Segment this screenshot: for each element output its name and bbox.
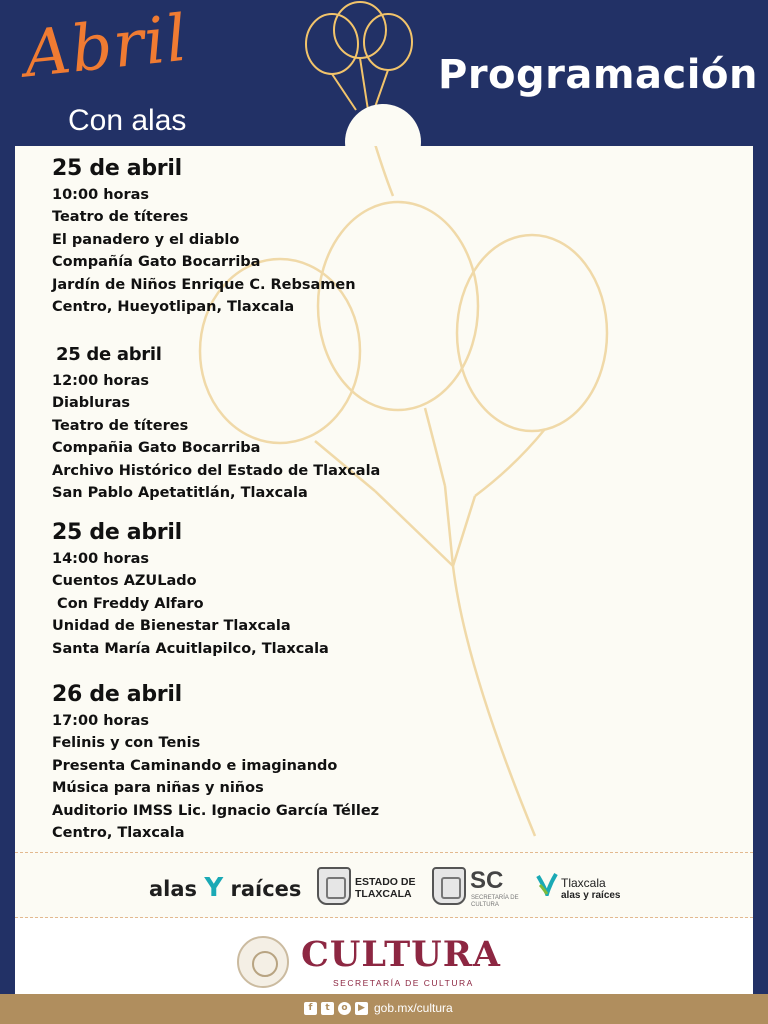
event-time: 14:00 horas — [52, 551, 150, 567]
cultura-band — [15, 918, 753, 994]
event-line: El panadero y el diablo — [52, 231, 240, 248]
event-2 — [52, 340, 380, 504]
alas-y-raices-logo — [149, 873, 301, 903]
national-shield-icon — [237, 936, 289, 988]
sc-label: SC — [470, 867, 504, 894]
tlaxcala-tagline: alas y raíces — [561, 890, 621, 901]
event-line: Felinis y con Tenis — [52, 735, 201, 752]
header — [0, 0, 768, 150]
event-date: 25 de abril — [52, 156, 182, 181]
cultura-subtitle: SECRETARÍA DE CULTURA — [333, 978, 474, 988]
event-line: Archivo Histórico del Estado de Tlaxcala — [52, 462, 381, 479]
event-line: Música para niñas y niños — [52, 780, 264, 797]
event-line: Diabluras — [52, 395, 131, 412]
sc-sub-label: SECRETARÍA DE CULTURA — [471, 895, 519, 908]
event-line: Compañia Gato Bocarriba — [52, 440, 261, 457]
logo-raices-word: raíces — [230, 877, 302, 901]
event-date: 25 de abril — [56, 344, 162, 365]
event-time: 10:00 horas — [52, 187, 150, 203]
event-line: Teatro de títeres — [52, 209, 189, 226]
event-date: 25 de abril — [52, 520, 182, 545]
event-date: 26 de abril — [52, 682, 182, 707]
tlaxcala-seal-icon — [317, 867, 351, 905]
event-line: Santa María Acuitlapilco, Tlaxcala — [52, 640, 329, 657]
youtube-icon[interactable]: ▶ — [355, 1002, 368, 1015]
event-line: Teatro de títeres — [52, 417, 189, 434]
footer-bar — [0, 994, 768, 1024]
event-time: 12:00 horas — [52, 373, 150, 389]
tlaxcala-name: Tlaxcala — [561, 876, 606, 890]
twitter-icon[interactable]: t — [321, 1002, 334, 1015]
estado-label: ESTADO DE TLAXCALA — [355, 876, 416, 900]
logo-y-icon: Y — [204, 873, 224, 903]
event-line: Cuentos AZULado — [52, 573, 197, 590]
event-3 — [52, 518, 329, 660]
brand-script: Abril — [20, 1, 192, 93]
event-1 — [52, 154, 356, 318]
facebook-icon[interactable]: f — [304, 1002, 317, 1015]
brand-subtitle: Con alas — [68, 104, 187, 137]
partner-logos — [15, 852, 753, 918]
event-line: Unidad de Bienestar Tlaxcala — [52, 618, 291, 635]
event-line: Compañía Gato Bocarriba — [52, 254, 261, 271]
instagram-icon[interactable]: o — [338, 1002, 351, 1015]
event-line: Auditorio IMSS Lic. Ignacio García Téllez — [52, 802, 380, 819]
page-title: Programación — [438, 52, 758, 98]
event-line: Jardín de Niños Enrique C. Rebsamen — [52, 276, 356, 293]
tlaxcala-mark-icon — [536, 872, 558, 896]
social-icons — [304, 1002, 368, 1015]
event-4 — [52, 680, 379, 844]
event-line: Con Freddy Alfaro — [52, 595, 204, 612]
website-link[interactable]: gob.mx/cultura — [374, 1001, 453, 1015]
event-line: San Pablo Apetatitlán, Tlaxcala — [52, 485, 308, 502]
program-panel — [15, 146, 753, 852]
cultura-title: CULTURA — [301, 934, 501, 975]
event-line: Presenta Caminando e imaginando — [52, 757, 338, 774]
event-line: Centro, Tlaxcala — [52, 825, 185, 842]
event-line: Centro, Hueyotlipan, Tlaxcala — [52, 299, 295, 316]
event-time: 17:00 horas — [52, 713, 150, 729]
sc-seal-icon — [432, 867, 466, 905]
logo-alas-word: alas — [149, 877, 198, 901]
